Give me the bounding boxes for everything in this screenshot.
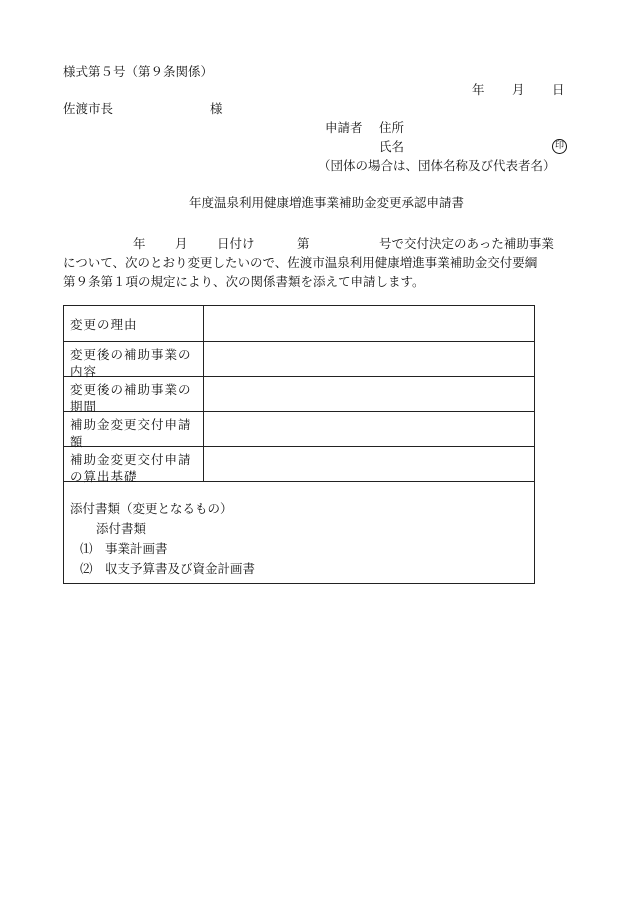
body-month: 月: [175, 236, 188, 251]
table-row: [64, 306, 534, 342]
addressee: [63, 101, 223, 116]
table-row: [64, 412, 534, 447]
body-issued: 号で交付決定のあった補助事業: [379, 236, 554, 251]
change-details-table: [63, 305, 535, 584]
body-year: 年: [133, 236, 146, 251]
table-row: [64, 342, 534, 377]
addressee-name: 佐渡市長: [63, 101, 114, 116]
row-label-amount: 補助金変更交付申請額: [64, 412, 204, 446]
attachment-item: ⑴ 事業計画書: [80, 541, 168, 556]
body-text: [63, 234, 571, 291]
attachment-item: ⑵ 収支予算書及び資金計画書: [80, 561, 256, 576]
document-title: 年度温泉利用健康増進事業補助金変更承認申請書: [189, 195, 465, 210]
date-month: 月: [512, 82, 525, 97]
table-row: [64, 447, 534, 482]
organization-note: （団体の場合は、団体名称及び代表者名）: [318, 158, 556, 173]
body-line-3: 第９条第１項の規定により、次の関係書類を添えて申請します。: [63, 274, 425, 289]
body-dated: 日付け: [217, 236, 255, 251]
attachments-heading: 添付書類（変更となるもの）: [70, 501, 233, 516]
body-line-2: について、次のとおり変更したいので、佐渡市温泉利用健康増進事業補助金交付要綱: [63, 255, 538, 270]
row-label-basis: 補助金変更交付申請の算出基礎: [64, 447, 204, 481]
address-label: 住所: [379, 120, 405, 135]
row-label-reason: 変更の理由: [64, 306, 204, 341]
body-line-1: [63, 234, 571, 253]
body-number: 第: [297, 236, 310, 251]
table-row: [64, 377, 534, 412]
date-year: 年: [472, 82, 485, 97]
applicant-label: 申請者: [325, 120, 363, 135]
attachments-subheading: 添付書類: [96, 521, 147, 536]
addressee-honorific: 様: [210, 101, 223, 116]
row-label-period: 変更後の補助事業の期間: [64, 377, 204, 411]
form-number: 様式第５号（第９条関係）: [63, 64, 214, 79]
date-day: 日: [552, 82, 565, 97]
row-label-content: 変更後の補助事業の内容: [64, 342, 204, 376]
attachments-section: [70, 499, 255, 579]
seal-mark: 印: [552, 139, 567, 154]
name-label: 氏名: [379, 139, 405, 154]
